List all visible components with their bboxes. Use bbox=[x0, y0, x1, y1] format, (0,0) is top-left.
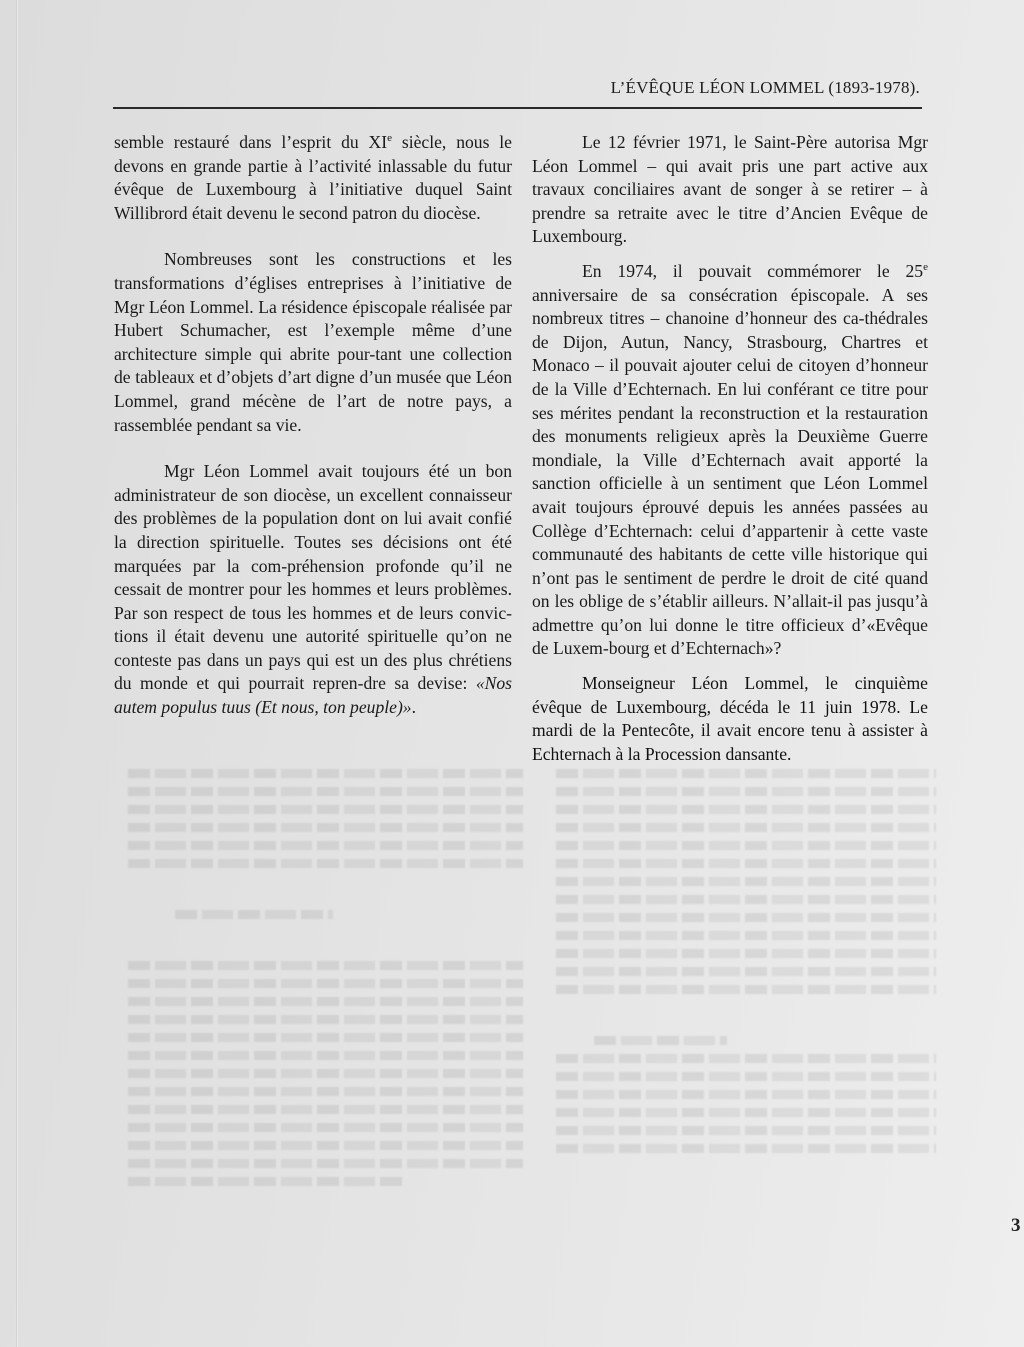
paragraph-text: anniversaire de sa consécration épiscopale. A ses nombreux titres – chanoine d’honneur des ca-thédrales de Dijon, Autun, Nancy, Strasbourg, Chartres et Monaco – il pouvait ajouter celui de citoyen d’honneur de la Ville d’Echternach. En lui conférant ce titre pour ses mérites pendant la reconstruction et la restauration des monuments religieux après la Deuxième Guerre mondiale, la Ville d’Echternach avait apporté la sanction officielle à un sentiment que Léon Lommel avait toujours éprouvé depuis les années passées au Collège d’Echternach: celui d’appartenir à cette vaste communauté des habitants de cette ville historique qui n’ont pas le sentiment de perdre le droit de cité quand on les oblige de s’établir ailleurs. N’allait-il pas jusqu’à admettre qu’on lui donne le titre officieux d’«Evêque de Luxem-bourg et d’Echternach»? bbox=[532, 284, 928, 659]
show-through-text-left bbox=[128, 760, 523, 1280]
paragraph-text: siècle, nous le devons en grande partie à l’activité inlassable du futur évêque de Luxembourg à l’initiative duquel Saint Willibrord était devenu le second patron du diocèse. bbox=[114, 132, 512, 223]
motto-quote: «Nos autem populus tuus (Et nous, ton peuple)» bbox=[114, 673, 512, 718]
paragraph bbox=[114, 131, 512, 225]
paragraph-text: Mgr Léon Lommel avait toujours été un bon administrateur de son diocèse, un excellent connaisseur des problèmes de la population dont on lui avait confié la direction spirituelle. Toutes ses décisions ont été marquées par la com-préhension profonde qu’il ne cessait de montrer pour les hommes et leurs problèmes. Par son respect de tous les hommes et de leurs convic-tions il était devenu une autorité spirituelle qu’on ne conteste pas dans un pays qui est un des plus chrétiens du monde et qui pourrait repren-dre sa devise: bbox=[114, 461, 512, 694]
paragraph: Monseigneur Léon Lommel, le cinquième évêque de Luxembourg, décéda le 11 juin 1978. Le mardi de la Pentecôte, il avait encore tenu à assister à Echternach à la Procession dansante. bbox=[532, 673, 928, 764]
paragraph-text: . bbox=[411, 697, 417, 718]
paragraph bbox=[114, 460, 512, 720]
page-edge-shadow bbox=[16, 0, 18, 1347]
paragraph: Le 12 février 1971, le Saint-Père autorisa Mgr Léon Lommel – qui avait pris une part active aux travaux conciliaires avant de songer à se retirer – à prendre sa retraite avec le titre d’Ancien Evêque de Luxembourg. bbox=[532, 132, 928, 247]
superscript: e bbox=[387, 132, 392, 144]
paragraph: Nombreuses sont les constructions et les transformations d’églises entreprises à l’initiative de Mgr Léon Lommel. La résidence épiscopale réalisée par Hubert Schumacher, est l’exemple même d’une architecture simple qui abrite pour-tant une collection de tableaux et d’objets d’art digne d’un musée que Léon Lommel, grand mécène de l’art de notre pays, a rassemblée pendant sa vie. bbox=[114, 249, 512, 435]
right-column bbox=[532, 131, 928, 766]
running-header: L’ÉVÊQUE LÉON LOMMEL (1893-1978). bbox=[610, 78, 920, 97]
paragraph bbox=[532, 260, 928, 661]
superscript: e bbox=[923, 260, 928, 273]
paragraph-text: En 1974, il pouvait commémorer le 25 bbox=[582, 260, 924, 281]
header-rule bbox=[113, 107, 922, 109]
left-column bbox=[114, 131, 512, 720]
page-number: 3 bbox=[1011, 1215, 1021, 1236]
paragraph-text: semble restauré dans l’esprit du XI bbox=[114, 132, 388, 152]
show-through-text-right bbox=[556, 760, 936, 1280]
